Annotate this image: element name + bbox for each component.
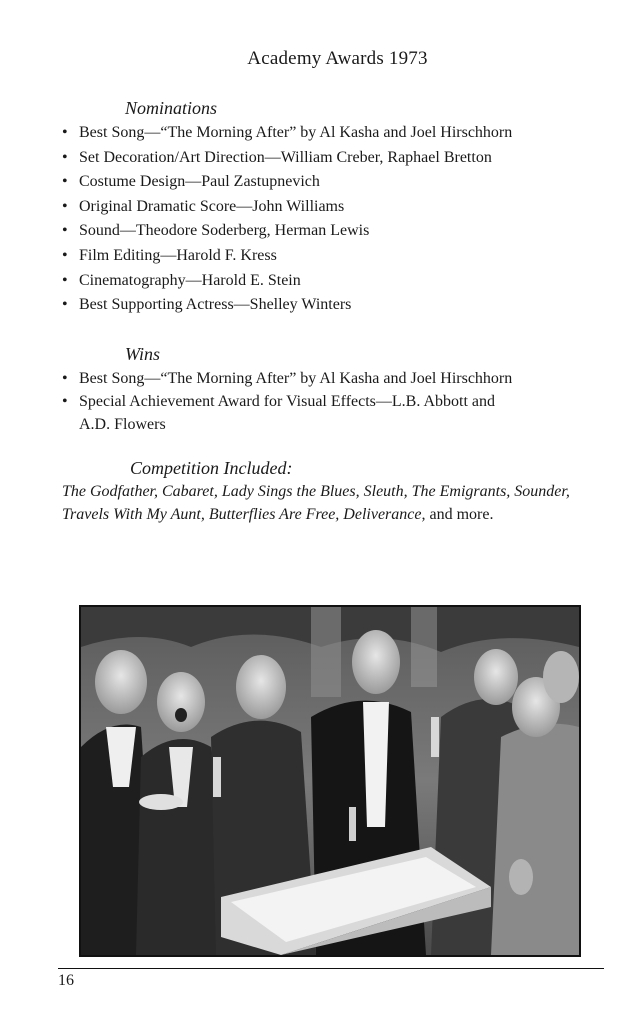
list-item (62, 269, 579, 294)
celebration-photo (79, 605, 581, 957)
list-item (62, 219, 579, 244)
list-item-text: Special Achievement Award for Visual Effects—L.B. Abbott and (79, 393, 495, 410)
list-item-text: Best Song—“The Morning After” by Al Kasha and Joel Hirschhorn (79, 370, 513, 387)
film-title: Deliverance, (343, 506, 426, 523)
competition-tail: and more. (429, 506, 494, 523)
film-title: The Emigrants, (411, 483, 511, 500)
list-item-text: Cinematography—Harold E. Stein (79, 271, 301, 289)
wins-heading: Wins (125, 344, 161, 364)
list-item-text: Costume Design—Paul Zastupnevich (79, 173, 320, 191)
bullet-icon: • (62, 370, 68, 387)
list-item (62, 390, 579, 436)
bullet-icon: • (62, 124, 68, 141)
bullet-icon: • (62, 197, 68, 215)
film-title: Travels With My Aunt, (62, 506, 205, 523)
list-item (62, 146, 579, 171)
list-item (62, 170, 579, 195)
list-item-text-continued: A.D. Flowers (79, 416, 166, 433)
competition-text (62, 480, 572, 526)
bullet-icon: • (62, 222, 68, 240)
list-item (62, 244, 579, 269)
competition-heading: Competition Included: (130, 458, 293, 478)
film-title: Sounder, (514, 483, 570, 500)
photo-illustration (81, 607, 579, 955)
page-title: Academy Awards 1973 (247, 48, 428, 69)
bullet-icon: • (62, 271, 68, 289)
bullet-icon: • (62, 173, 68, 191)
film-title: Cabaret, (162, 483, 218, 500)
wins-list (62, 367, 579, 436)
film-title: Sleuth, (363, 483, 408, 500)
list-item-text: Best Song—“The Morning After” by Al Kasha and Joel Hirschhorn (79, 124, 513, 141)
list-item-text: Best Supporting Actress—Shelley Winters (79, 296, 352, 314)
page-number: 16 (58, 972, 74, 989)
list-item-text: Original Dramatic Score—John Williams (79, 197, 345, 215)
footer-rule (58, 968, 604, 969)
nominations-list (62, 121, 579, 318)
list-item (62, 367, 579, 390)
list-item-text: Film Editing—Harold F. Kress (79, 246, 277, 264)
list-item (62, 195, 579, 220)
bullet-icon: • (62, 246, 68, 264)
list-item (62, 121, 579, 146)
bullet-icon: • (62, 393, 68, 410)
film-title: Lady Sings the Blues, (221, 483, 360, 500)
film-title: Butterflies Are Free, (208, 506, 340, 523)
nominations-heading: Nominations (125, 98, 218, 118)
bullet-icon: • (62, 148, 68, 166)
list-item-text: Set Decoration/Art Direction—William Creber, Raphael Bretton (79, 148, 492, 166)
list-item (62, 293, 579, 318)
list-item-text: Sound—Theodore Soderberg, Herman Lewis (79, 222, 370, 240)
film-title: The Godfather, (62, 483, 158, 500)
bullet-icon: • (62, 296, 68, 314)
